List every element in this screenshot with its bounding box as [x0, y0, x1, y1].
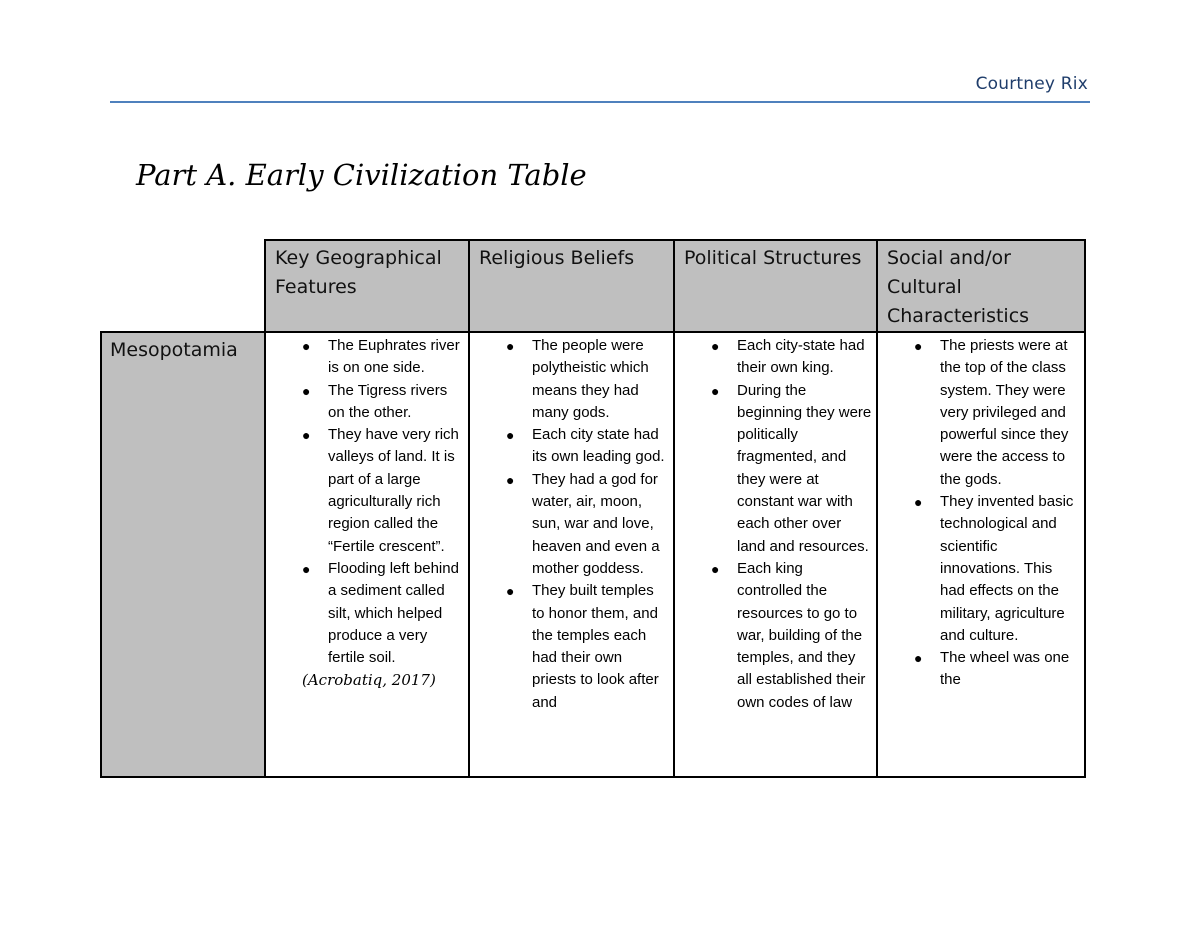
- list-item-text: The Euphrates river is on one side.: [328, 337, 460, 377]
- bullet-icon: ●: [506, 471, 515, 488]
- bullet-icon: ●: [711, 382, 720, 399]
- politics-list: [675, 333, 876, 714]
- list-item-text: The priests were at the top of the class system. They were very privileged and powerful since they were the access to the gods.: [940, 337, 1069, 488]
- list-item-text: The people were polytheistic which means they had many gods.: [532, 337, 649, 421]
- geography-list: [266, 333, 468, 669]
- page-title: Part A. Early Civilization Table: [136, 158, 587, 192]
- bullet-icon: ●: [506, 427, 515, 444]
- bullet-icon: ●: [914, 650, 923, 667]
- list-item: [470, 580, 673, 714]
- list-item: [266, 424, 468, 558]
- list-item: [470, 424, 673, 469]
- list-item: [878, 335, 1084, 491]
- table-row: [101, 332, 1085, 777]
- column-header-politics: Political Structures: [674, 240, 877, 332]
- list-item-text: The Tigress rivers on the other.: [328, 381, 448, 421]
- list-item: [266, 558, 468, 669]
- table-corner-cell: [101, 240, 265, 332]
- bullet-icon: ●: [711, 338, 720, 354]
- bullet-icon: ●: [711, 560, 720, 577]
- column-header-religion: Religious Beliefs: [469, 240, 674, 332]
- list-item-text: They have very rich valleys of land. It is part of a large agriculturally rich region called the “Fertile crescent”.: [328, 426, 459, 555]
- list-item: [675, 335, 876, 380]
- list-item-text: Each city-state had their own king.: [737, 337, 865, 377]
- list-item-text: Flooding left behind a sediment called silt, which helped produce a very fertile soil.: [328, 559, 459, 667]
- column-header-social: Social and/or Cultural Characteristics: [877, 240, 1085, 332]
- list-item: [675, 380, 876, 558]
- religion-list: [470, 333, 673, 714]
- list-item-text: They built temples to honor them, and the temples each had their own priests to look after and: [532, 582, 659, 711]
- social-list: [878, 333, 1084, 692]
- list-item-text: They had a god for water, air, moon, sun, war and love, heaven and even a mother goddess.: [532, 470, 660, 577]
- bullet-icon: ●: [506, 583, 515, 600]
- header-divider: [110, 101, 1090, 103]
- bullet-icon: ●: [302, 560, 311, 577]
- social-cell: [877, 332, 1085, 777]
- bullet-icon: ●: [914, 494, 923, 511]
- list-item-text: The wheel was one the: [940, 649, 1070, 689]
- bullet-icon: ●: [506, 338, 515, 354]
- list-item: [266, 380, 468, 425]
- geography-cell: [265, 332, 469, 777]
- list-item: [470, 469, 673, 580]
- bullet-icon: ●: [302, 382, 311, 399]
- column-header-geography: Key Geographical Features: [265, 240, 469, 332]
- list-item: [675, 558, 876, 714]
- list-item: [878, 647, 1084, 692]
- list-item-text: Each king controlled the resources to go to war, building of the temples, and they all established their own codes of law: [737, 559, 866, 711]
- bullet-icon: ●: [302, 427, 311, 444]
- list-item-text: During the beginning they were politically fragmented, and they were at constant war with each other over land and resources.: [737, 381, 872, 555]
- list-item-text: Each city state had its own leading god.: [532, 426, 665, 466]
- list-item: [266, 335, 468, 380]
- header-author-name: Courtney Rix: [975, 74, 1088, 94]
- politics-cell: [674, 332, 877, 777]
- religion-cell: [469, 332, 674, 777]
- list-item-text: They invented basic technological and scientific innovations. This had effects on the military, agriculture and culture.: [940, 493, 1074, 644]
- row-header-mesopotamia: Mesopotamia: [101, 332, 265, 777]
- list-item: [878, 491, 1084, 647]
- table-header-row: [101, 240, 1085, 332]
- list-item: [470, 335, 673, 424]
- geography-citation: (Acrobatiq, 2017): [302, 671, 436, 690]
- civilization-table: [100, 239, 1086, 778]
- bullet-icon: ●: [914, 338, 923, 354]
- bullet-icon: ●: [302, 338, 311, 354]
